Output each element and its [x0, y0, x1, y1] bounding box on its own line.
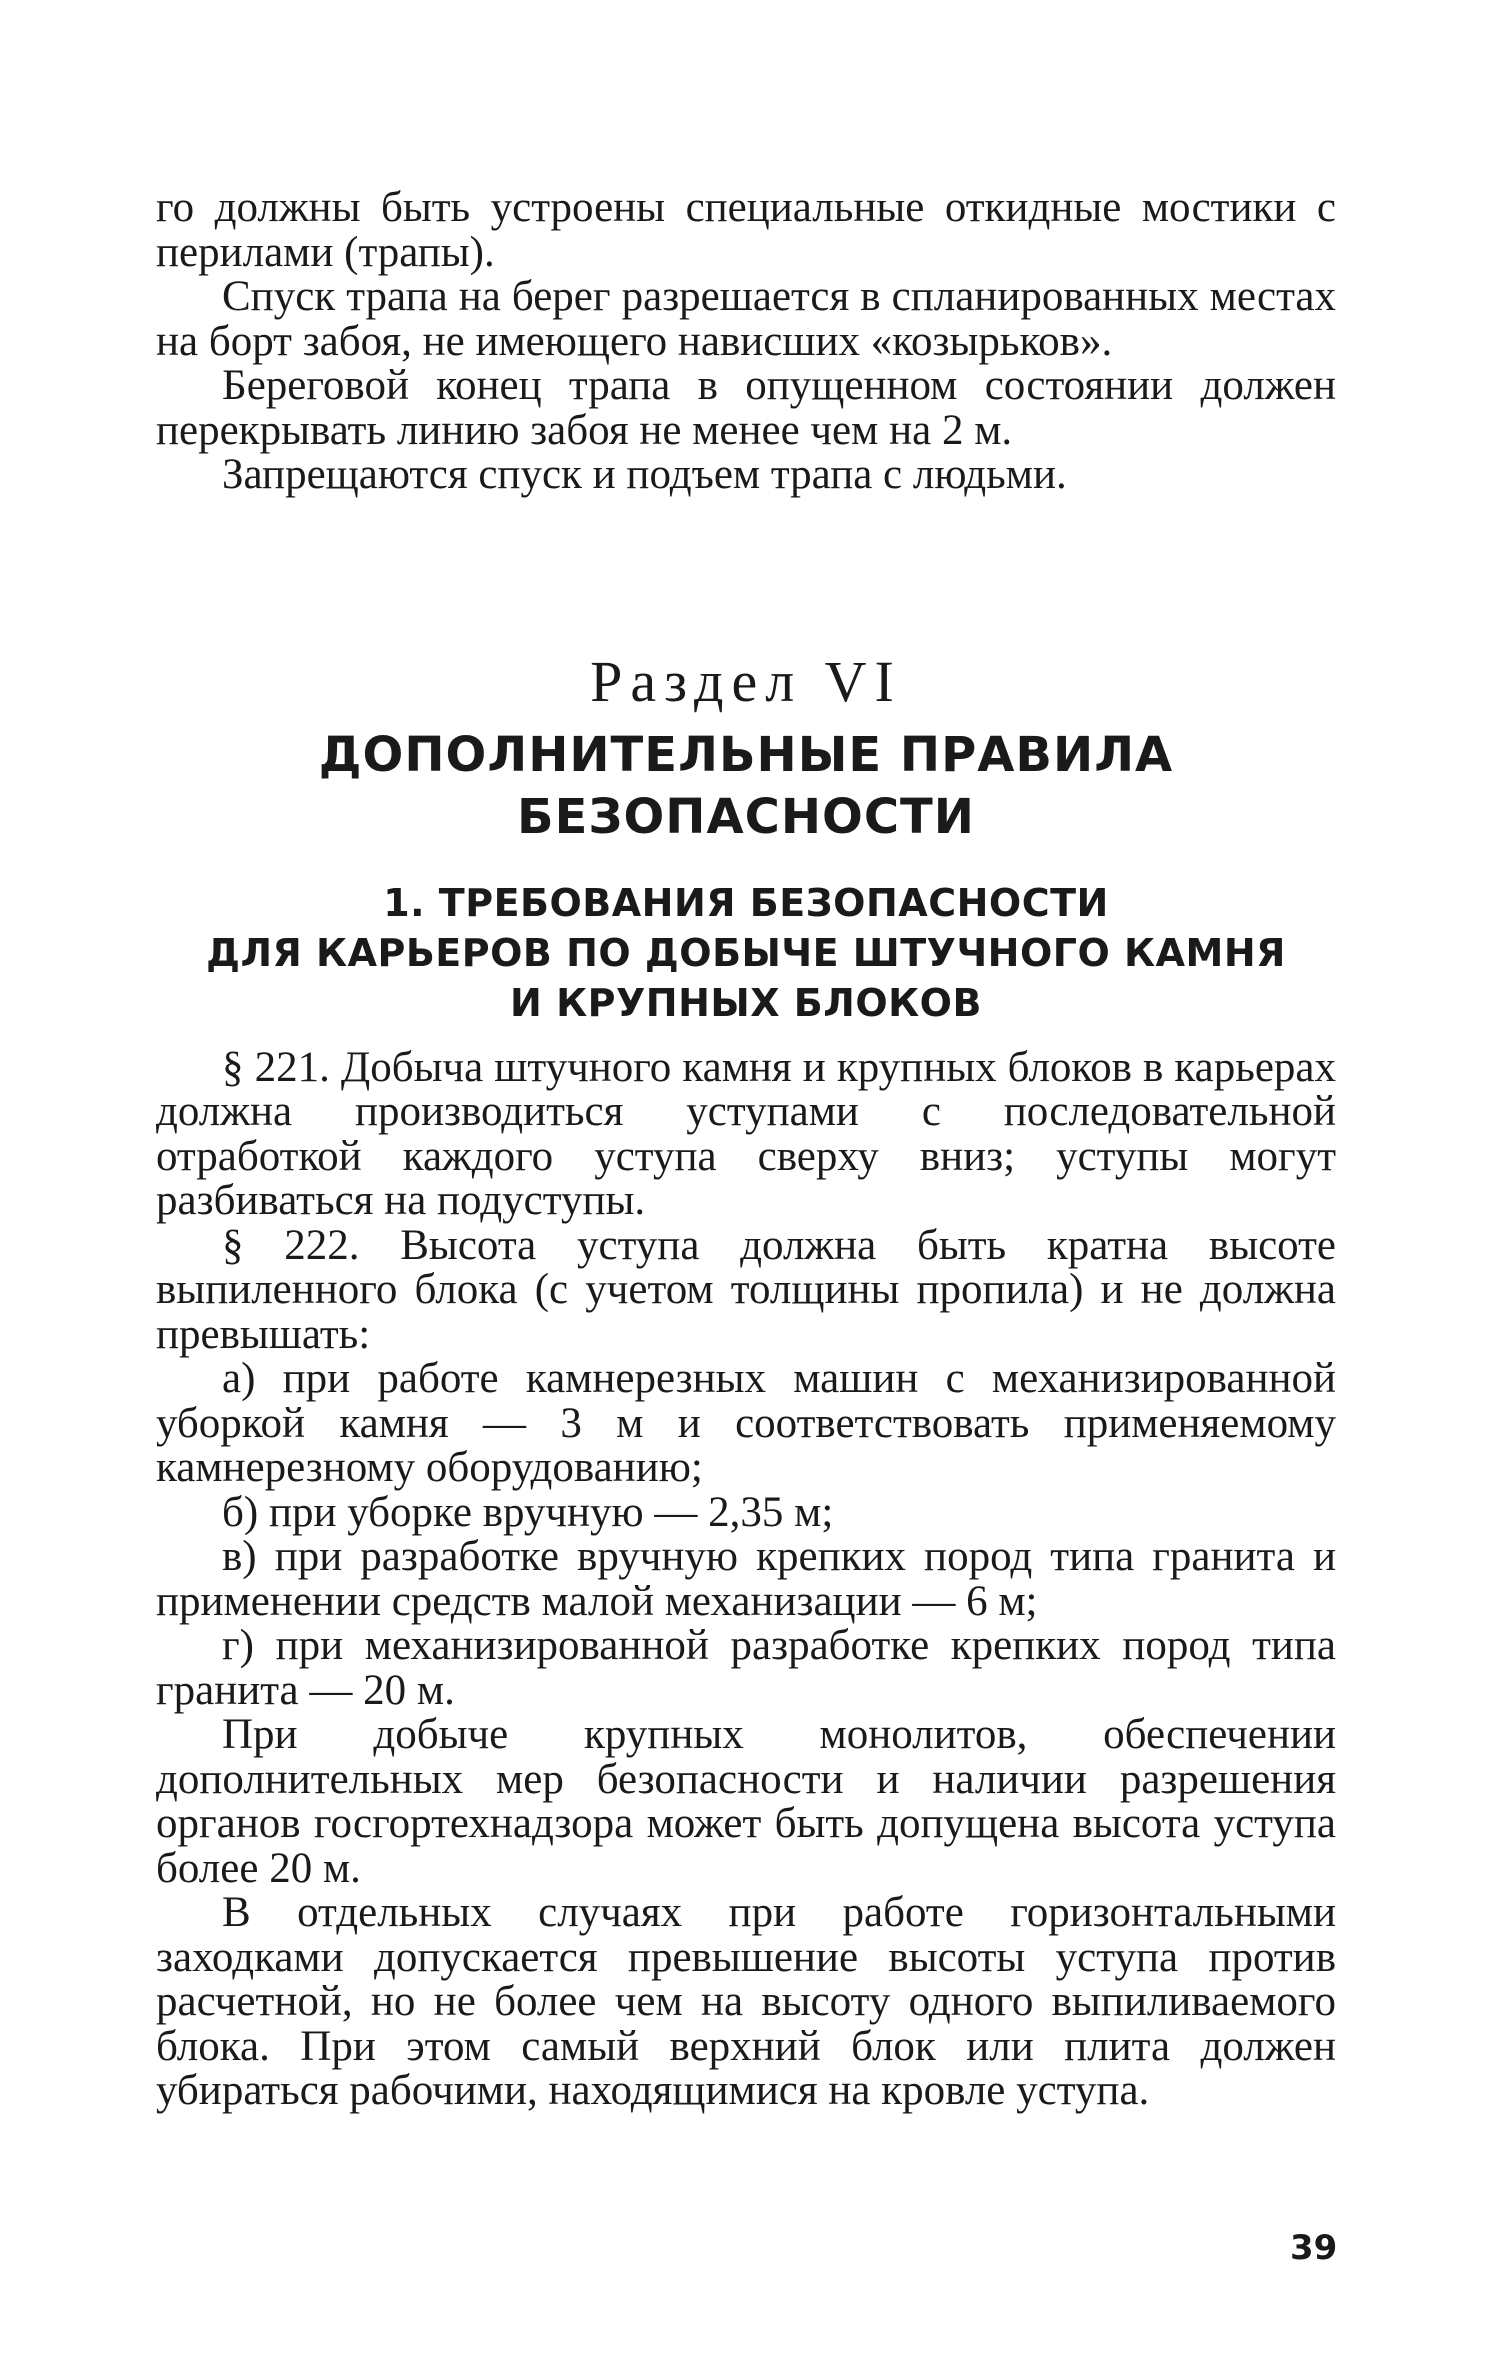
list-item-a: а) при работе камнерезных машин с механизированной уборкой камня — 3 м и соответствовать применяемому камнерезному оборудованию;	[156, 1355, 1336, 1491]
paragraph-ramp-descent: Спуск трапа на берег разрешается в спланированных местах на борт забоя, не имеющего нависших «козырьков».	[156, 273, 1336, 365]
subsection-title-line: 1. ТРЕБОВАНИЯ БЕЗОПАСНОСТИ	[383, 880, 1109, 925]
subsection-title	[156, 878, 1336, 1028]
page-number: 39	[1290, 2228, 1338, 2268]
subsection-title-line: ДЛЯ КАРЬЕРОВ ПО ДОБЫЧЕ ШТУЧНОГО КАМНЯ	[206, 930, 1286, 975]
subsection-title-line: И КРУПНЫХ БЛОКОВ	[510, 980, 982, 1025]
paragraph-monoliths: При добыче крупных монолитов, обеспечении дополнительных мер безопасности и наличии разрешения органов госгортехнадзора может быть допущена высота уступа более 20 м.	[156, 1711, 1336, 1892]
paragraph-222: § 222. Высота уступа должна быть кратна высоте выпиленного блока (с учетом толщины пропила) и не должна превышать:	[156, 1221, 1336, 1358]
paragraph-ramp-prohibition: Запрещаются спуск и подъем трапа с людьми.	[222, 451, 1067, 498]
section-title-line: БЕЗОПАСНОСТИ	[517, 788, 975, 845]
page-content	[156, 186, 1336, 2114]
paragraph-horizontal-passes: В отдельных случаях при работе горизонтальными заходками допускается превышение высоты уступа против расчетной, но не более чем на высоту одного выпиливаемого блока. При этом самый верхний блок или плита должен убираться рабочими, находящимися на кровле уступа.	[156, 1889, 1336, 2114]
list-item-v: в) при разработке вручную крепких пород типа гранита и применении средств малой механизации — 6 м;	[156, 1533, 1336, 1625]
list-item-b: б) при уборке вручную — 2,35 м;	[222, 1488, 834, 1536]
paragraph-221: § 221. Добыча штучного камня и крупных блоков в карьерах должна производиться уступами с последовательной отработкой каждого уступа сверху вниз; уступы могут разбиваться на подуступы.	[156, 1043, 1336, 1224]
section-label: Раздел VI	[590, 648, 902, 714]
section-title	[156, 724, 1336, 848]
list-item-g: г) при механизированной разработке крепких пород типа гранита — 20 м.	[156, 1622, 1336, 1714]
paragraph-ramp-end: Береговой конец трапа в опущенном состоянии должен перекрывать линию забоя не менее чем на 2 м.	[156, 362, 1336, 454]
paragraph-continued: го должны быть устроены специальные откидные мостики с перилами (трапы).	[156, 184, 1336, 276]
section-title-line: ДОПОЛНИТЕЛЬНЫЕ ПРАВИЛА	[318, 726, 1174, 783]
